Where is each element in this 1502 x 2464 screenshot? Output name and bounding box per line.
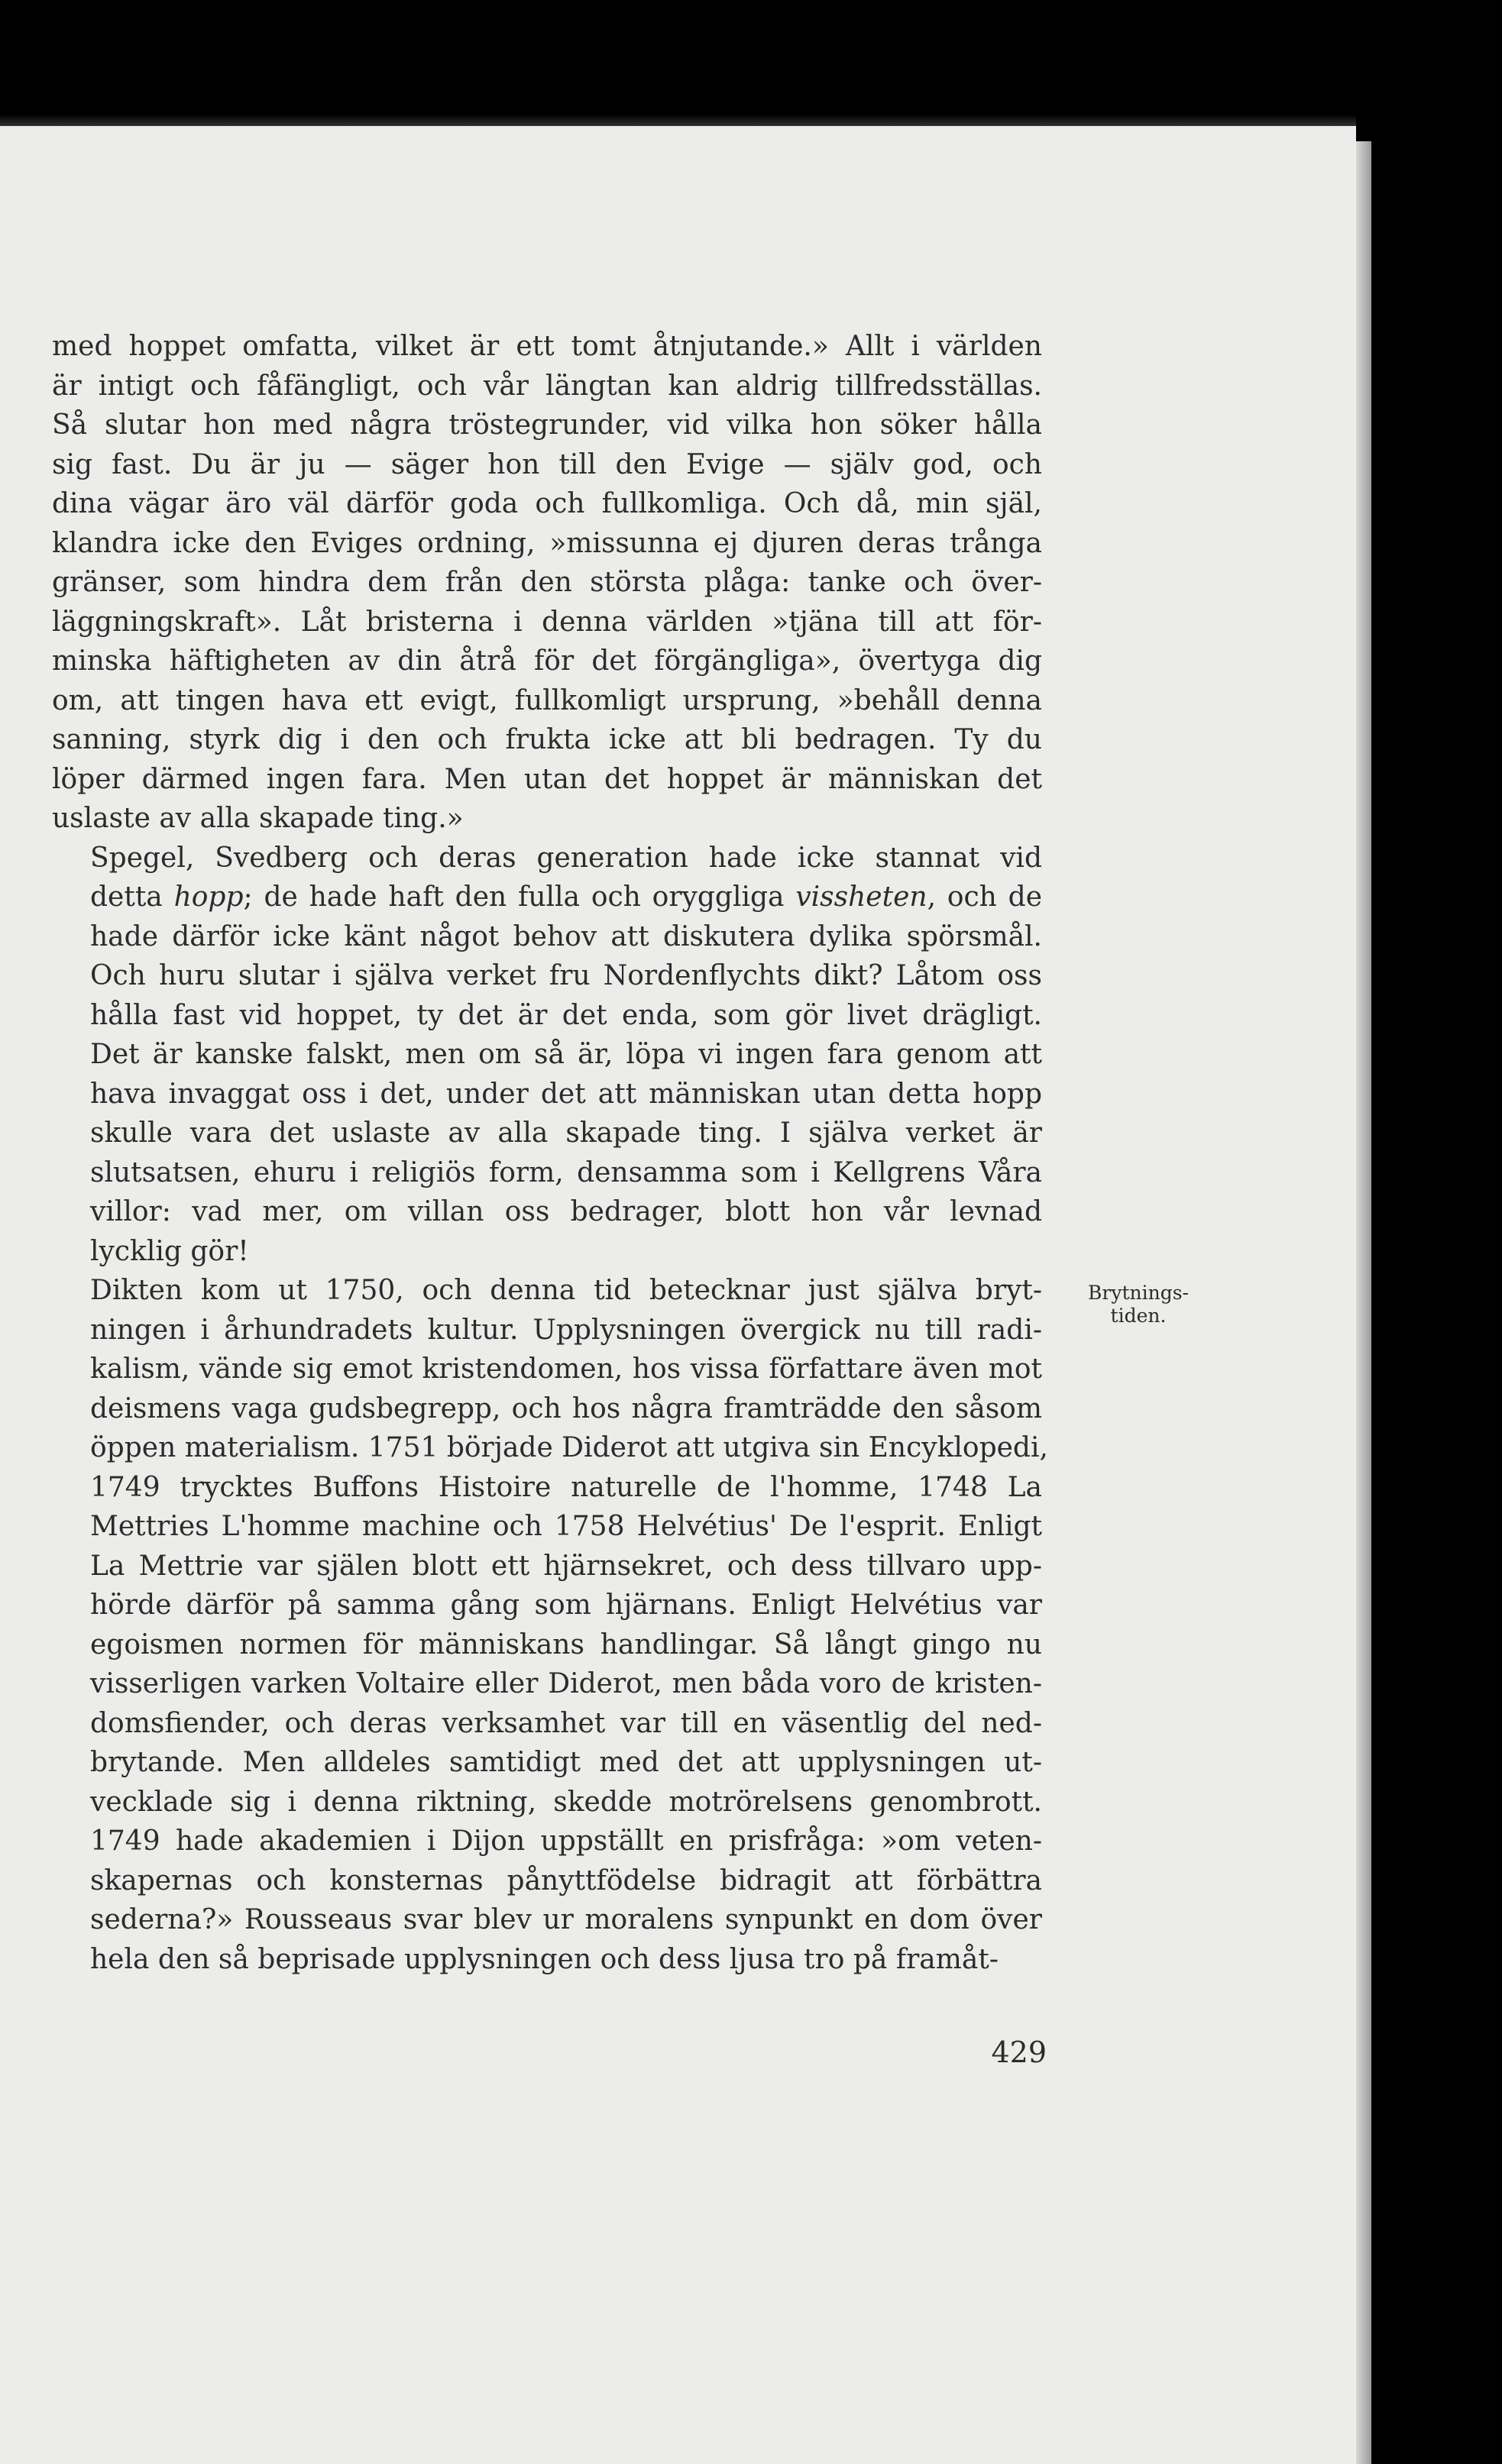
margin-note-line-2: tiden. [1110, 1305, 1167, 1327]
text-line: kalism, vände sig emot kristendomen, hos vissa författare även mot [90, 1353, 1042, 1385]
text-line: klandra icke den Eviges ordning, »missunna ej djuren deras trånga [52, 527, 1042, 559]
text-line: lycklig gör! [90, 1235, 249, 1267]
text-line: egoismen normen för människans handlingar. Så långt gingo nu [90, 1628, 1042, 1660]
text-line: hade därför icke känt något behov att diskutera dylika spörsmål. [90, 920, 1042, 952]
text-line: Spegel, Svedberg och deras generation hade icke stannat vid [90, 842, 1042, 874]
text-line: 1749 hade akademien i Dijon uppställt en prisfråga: »om veten- [90, 1825, 1042, 1857]
text-line: 1749 trycktes Buffons Histoire naturelle de l'homme, 1748 La [90, 1471, 1042, 1503]
margin-note [1066, 1282, 1211, 1327]
text-line: om, att tingen hava ett evigt, fullkomligt ursprung, »behåll denna [52, 684, 1042, 716]
text-line: La Mettrie var själen blott ett hjärnsekret, och dess tillvaro upp- [90, 1550, 1042, 1582]
text-line: skapernas och konsternas pånyttfödelse bidragit att förbättra [90, 1864, 1042, 1897]
text-line: uslaste av alla skapade ting.» [52, 803, 464, 834]
text-line: hela den så beprisade upplysningen och dess ljusa tro på framåt- [90, 1943, 999, 1975]
text-line: hava invaggat oss i det, under det att människan utan detta hopp [90, 1078, 1042, 1110]
paragraph [52, 327, 1042, 839]
text-line: Så slutar hon med några tröstegrunder, vid vilka hon söker hålla [52, 409, 1042, 441]
paragraph [52, 1271, 1048, 1979]
text-line: hålla fast vid hoppet, ty det är det enda, som gör livet drägligt. [90, 999, 1042, 1031]
text-line: är intigt och fåfängligt, och vår längtan kan aldrig tillfredsställas. [52, 370, 1042, 402]
text-line: öppen materialism. 1751 började Diderot att utgiva sin Encyklopedi, [90, 1432, 1048, 1463]
text-line: ningen i århundradets kultur. Upplysningen övergick nu till radi- [90, 1314, 1042, 1346]
text-line: deismens vaga gudsbegrepp, och hos några framträdde den såsom [90, 1392, 1042, 1424]
body-text [52, 327, 1048, 1979]
text-line: sig fast. Du är ju — säger hon till den Evige — själv god, och [52, 448, 1042, 480]
text-line: dina vägar äro väl därför goda och fullkomliga. Och då, min själ, [52, 488, 1042, 519]
text-line: löper därmed ingen fara. Men utan det hoppet är människan det [52, 763, 1042, 795]
text-line: läggningskraft». Låt bristerna i denna världen »tjäna till att för- [52, 606, 1042, 638]
text-line: detta hopp; de hade haft den fulla och oryggliga vissheten, och de [90, 881, 1042, 913]
text-line: gränser, som hindra dem från den största plåga: tanke och över- [52, 567, 1042, 598]
text-line: hörde därför på samma gång som hjärnans. Enligt Helvétius var [90, 1589, 1042, 1621]
text-line: minska häftigheten av din åtrå för det förgängliga», övertyga dig [52, 645, 1042, 677]
text-line: domsfiender, och deras verksamhet var till en väsentlig del ned- [90, 1707, 1042, 1739]
margin-note-line-1: Brytnings- [1088, 1282, 1189, 1304]
text-line: sanning, styrk dig i den och frukta icke att bli bedragen. Ty du [52, 724, 1042, 755]
text-line: brytande. Men alldeles samtidigt med det att upplysningen ut- [90, 1747, 1042, 1778]
text-line: vecklade sig i denna riktning, skedde motrörelsens genombrott. [90, 1786, 1042, 1818]
text-line: villor: vad mer, om villan oss bedrager, blott hon vår levnad [90, 1196, 1042, 1227]
text-line: med hoppet omfatta, vilket är ett tomt åtnjutande.» Allt i världen [52, 331, 1042, 362]
text-line: skulle vara det uslaste av alla skapade ting. I själva verket är [90, 1117, 1042, 1149]
text-line: sederna?» Rousseaus svar blev ur moralens synpunkt en dom över [90, 1904, 1042, 1935]
paragraph [52, 839, 1042, 1272]
text-line: visserligen varken Voltaire eller Diderot, men båda voro de kristen- [90, 1668, 1042, 1699]
page-edge [1356, 141, 1371, 2464]
text-line: Dikten kom ut 1750, och denna tid betecknar just själva bryt- [90, 1275, 1042, 1306]
text-line: Och huru slutar i själva verket fru Nordenflychts dikt? Låtom oss [90, 960, 1042, 991]
text-line: Det är kanske falskt, men om så är, löpa vi ingen fara genom att [90, 1039, 1042, 1070]
text-line: Mettries L'homme machine och 1758 Helvétius' De l'esprit. Enligt [90, 1511, 1042, 1542]
text-line: slutsatsen, ehuru i religiös form, densamma som i Kellgrens Våra [90, 1156, 1042, 1188]
page-number: 429 [991, 2036, 1047, 2069]
